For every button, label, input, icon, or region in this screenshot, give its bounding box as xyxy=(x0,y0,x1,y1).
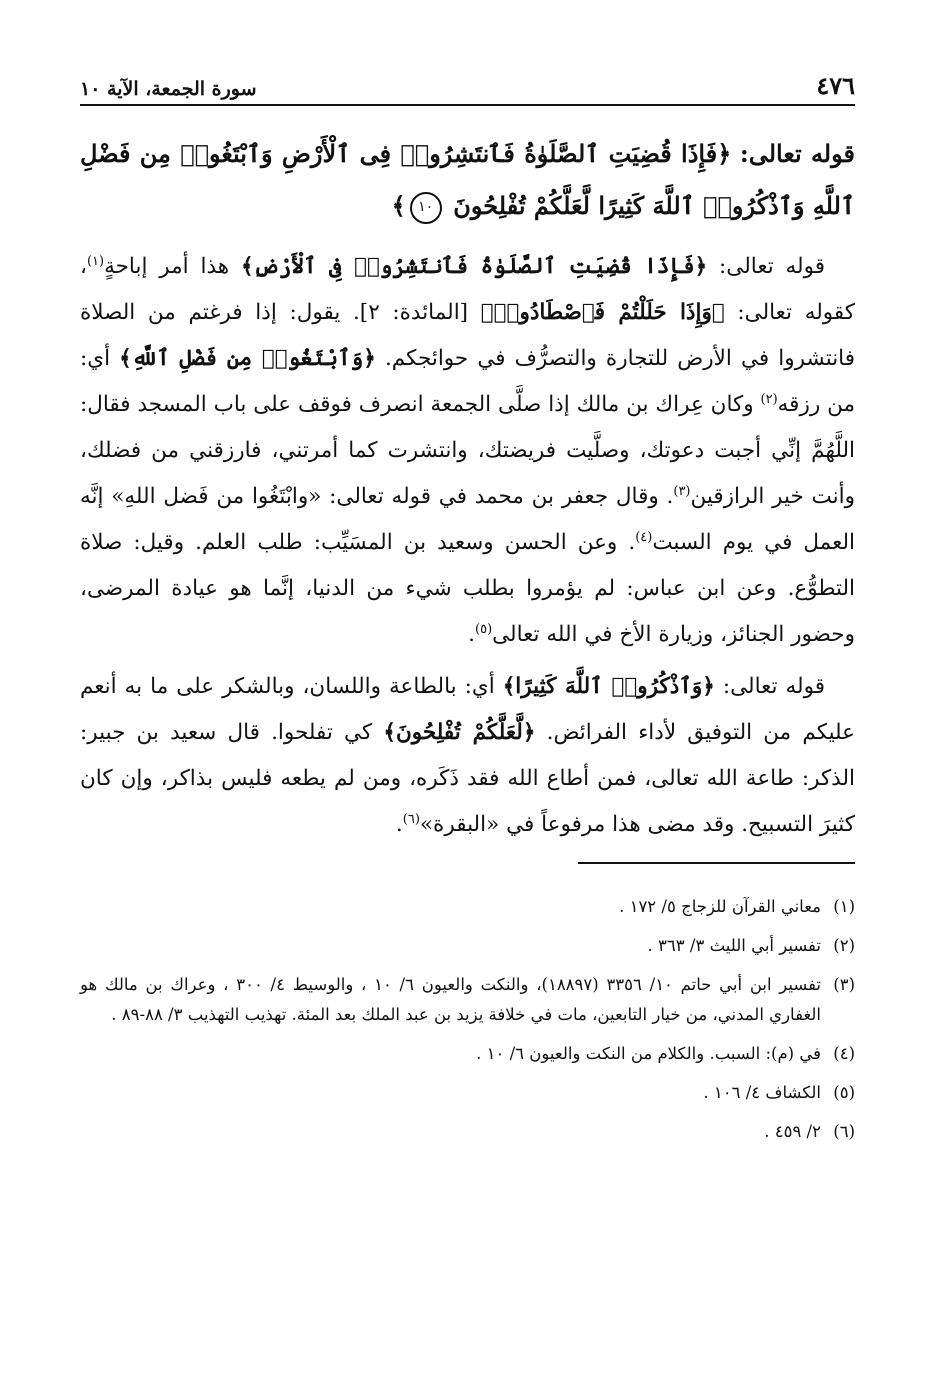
page-header xyxy=(80,70,855,106)
closing-bracket: ﴾ xyxy=(391,191,406,220)
text-run: . وقال جعفر بن محمد في قوله تعالى: «وابْتَغُوا من فَضل اللهِ» إنَّه العمل في يوم السبت xyxy=(80,484,856,555)
footnote-ref-6: (٦) xyxy=(402,811,420,827)
quran-quote: ﴿فَإِذَا قُضِيَتِ ٱلصَّلَوٰةُ فَٱنتَشِرُوا۟ فِى ٱلْأَرْضِ﴾ xyxy=(240,254,708,279)
footnote-ref-1: (١) xyxy=(86,253,105,269)
text-run: قوله تعالى: xyxy=(714,674,825,699)
verse-heading xyxy=(80,128,855,232)
text-run: وكان عِراك بن مالك إذا صلَّى الجمعة انصرف فوقف على باب المسجد فقال: اللَّهُمَّ إنِّي أجبت دعوتك، وصلَّيت فريضتك، وانتشرت كما أمرتني، فارزقني من فضلك، وأنت خير الرازقين xyxy=(80,392,856,509)
footnote-text: ٢/ ٤٥٩ . xyxy=(764,1122,821,1141)
footnote-separator xyxy=(80,862,855,864)
text-run: كي تفلحوا. قال سعيد بن جبير: الذكر: طاعة الله تعالى، فمن أطاع الله فقد ذَكَره، ومن لم يطعه فليس بذاكر، وإن كان كثيرَ التسبيح. وقد مضى هذا مرفوعاً في «البقرة» xyxy=(80,720,855,837)
footnote-number: (٣) xyxy=(833,975,855,994)
text-run: أي: بالطاعة واللسان، وبالشكر على ما به أنعم عليكم من التوفيق لأداء الفرائض. xyxy=(80,674,855,745)
footnote-ref-4: (٤) xyxy=(635,529,653,545)
footnote-number: (٢) xyxy=(833,936,855,955)
running-title: سورة الجمعة، الآية ١٠ xyxy=(80,78,257,100)
page-number: ٤٧٦ xyxy=(816,71,855,100)
footnote-ref-2: (٢) xyxy=(760,391,778,407)
footnote-number: (٤) xyxy=(833,1044,855,1063)
page xyxy=(80,70,855,1156)
footnote-text: معاني القرآن للزجاج ٥/ ١٧٢ . xyxy=(619,897,821,916)
text-run: قوله تعالى: xyxy=(707,254,825,279)
quran-quote: ﴿لَّعَلَّكُمْ تُفْلِحُونَ﴾ xyxy=(383,720,536,745)
footnote xyxy=(80,1117,855,1147)
footnotes xyxy=(80,892,855,1147)
heading-ayah-text: ﴿فَإِذَا قُضِيَتِ ٱلصَّلَوٰةُ فَٱنتَشِرُوا۟ فِى ٱلْأَرْضِ وَٱبْتَغُوا۟ مِن فَضْلِ ٱللَّهِ وَٱذْكُرُوا۟ ٱللَّهَ كَثِيرًا لَّعَلَّكُمْ تُفْلِحُونَ xyxy=(80,139,855,220)
footnote-text: تفسير ابن أبي حاتم ١٠/ ٣٣٥٦ (١٨٨٩٧)، والنكت والعيون ٦/ ١٠ ، والوسيط ٤/ ٣٠٠ ، وعراك بن مالك هو الغفاري المدني، من خيار التابعين، مات في خلافة يزيد بن عبد الملك بعد المئة. تهذيب التهذيب ٣/ ٨٨-٨٩ . xyxy=(80,975,822,1024)
text-run: أي: من رزقه xyxy=(80,346,855,417)
footnote-number: (٥) xyxy=(833,1083,855,1102)
text-run: . xyxy=(468,622,475,647)
footnote xyxy=(80,970,855,1030)
footnote-ref-5: (٥) xyxy=(475,621,493,637)
text-run: . xyxy=(395,812,403,837)
text-run: ، كقوله تعالى: xyxy=(80,254,855,325)
text-run: [المائدة: ٢]. يقول: إذا فرغتم من الصلاة فانتشروا في الأرض للتجارة والتصرُّف في حوائجكم. xyxy=(80,300,856,371)
footnote xyxy=(80,1039,855,1069)
footnote xyxy=(80,931,855,961)
footnote-ref-3: (٣) xyxy=(673,483,691,499)
commentary-body xyxy=(80,244,855,848)
quran-quote: ﴿وَٱبْتَغُوا۟ مِن فَضْلِ ٱللَّهِ﴾ xyxy=(119,346,376,371)
footnote-text: الكشاف ٤/ ١٠٦ . xyxy=(703,1083,821,1102)
quran-quote: ﴿وَإِذَا حَلَلْتُمْ فَٱصْطَادُوا۟﴾ xyxy=(480,300,725,325)
footnote-number: (٦) xyxy=(833,1122,855,1141)
footnote xyxy=(80,892,855,922)
footnote xyxy=(80,1078,855,1108)
footnote-number: (١) xyxy=(833,897,855,916)
footnote-text: في (م): السبب. والكلام من النكت والعيون ٦/ ١٠ . xyxy=(476,1044,821,1063)
footnote-text: تفسير أبي الليث ٣/ ٣٦٣ . xyxy=(647,936,821,955)
commentary-paragraph-2 xyxy=(80,664,855,848)
ayah-number-marker: ١٠ xyxy=(410,192,442,224)
text-run: . وعن الحسن وسعيد بن المسَيِّب: طلب العلم. وقيل: صلاة التطوُّع. وعن ابن عباس: لم يؤمروا بطلب شيء من الدنيا، إنَّما هو عيادة المرضى، وحضور الجنائز، وزيارة الأخ في الله تعالى xyxy=(80,530,855,647)
quran-quote: ﴿وَٱذْكُرُوا۟ ٱللَّهَ كَثِيرًا﴾ xyxy=(502,674,715,699)
commentary-paragraph-1 xyxy=(80,244,855,658)
heading-label: قوله تعالى: xyxy=(739,139,855,168)
text-run: هذا أمر إباحةٍ xyxy=(104,254,241,279)
